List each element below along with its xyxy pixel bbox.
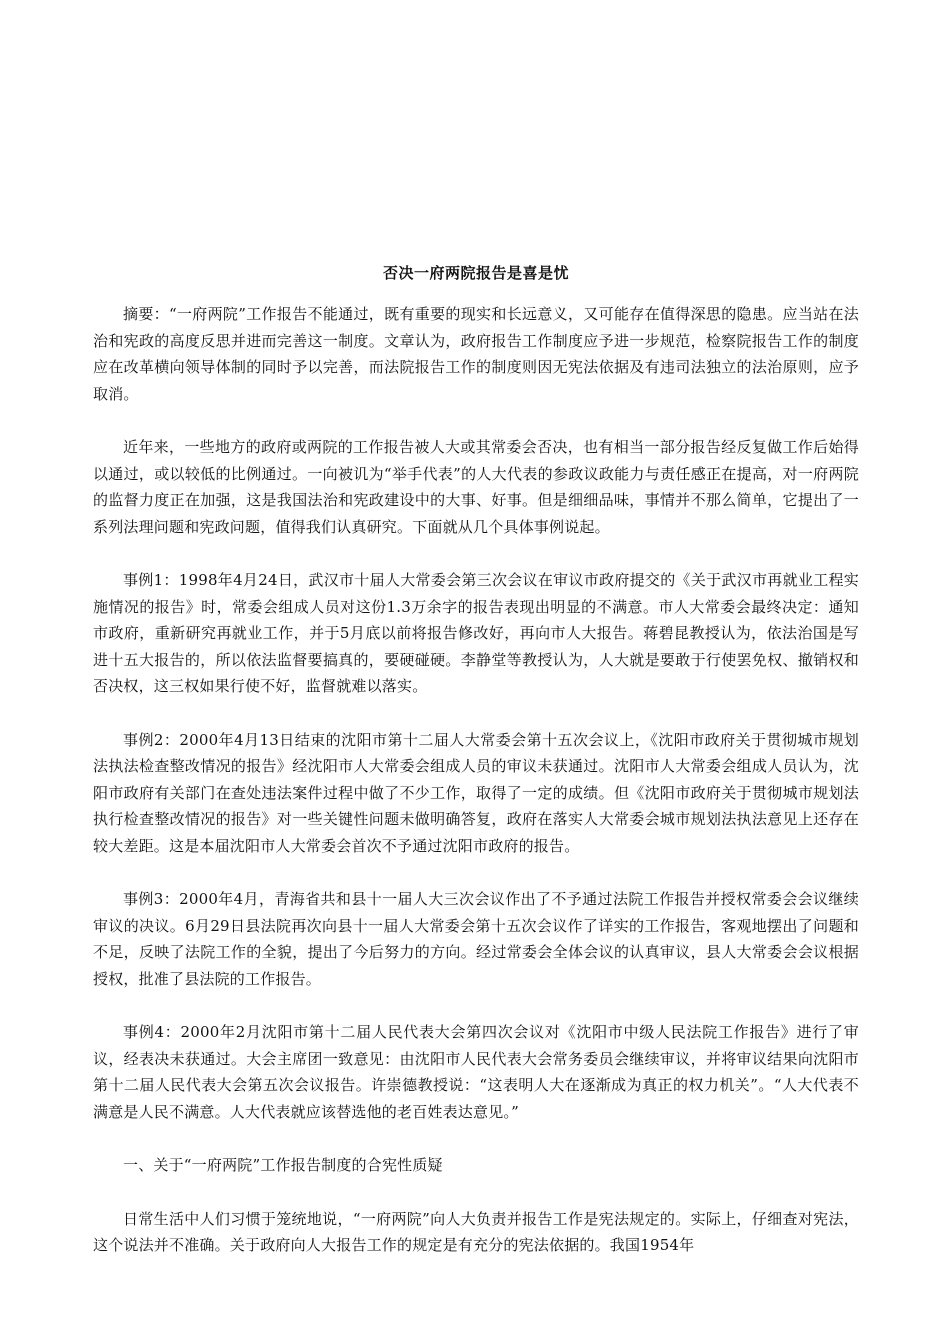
section-1-heading: 一、关于“一府两院”工作报告制度的合宪性质疑 xyxy=(123,1156,443,1174)
case-3-paragraph: 事例3：2000年4月，青海省共和县十一届人大三次会议作出了不予通过法院工作报告并授权常委会会议继续审议的决议。6月29日县法院再次向县十一届人大常委会第十五次会议作了详实的工作报告，客观地摆出了问题和不足，反映了法院工作的全貌，提出了今后努力的方向。经过常委会全体会议的认真审议，县人大常委会会议根据授权，批准了县法院的工作报告。 xyxy=(93,890,859,988)
document-page xyxy=(93,262,859,1286)
case-4-paragraph: 事例4：2000年2月沈阳市第十二届人民代表大会第四次会议对《沈阳市中级人民法院工作报告》进行了审议，经表决未获通过。大会主席团一致意见：由沈阳市人民代表大会常务委员会继续审议，并将审议结果向沈阳市第十二届人民代表大会第五次会议报告。许崇德教授说：“这表明人大在逐渐成为真正的权力机关”。“人大代表不满意是人民不满意。人大代表就应该替选他的老百姓表达意见。” xyxy=(93,1023,859,1121)
document-title: 否决一府两院报告是喜是忧 xyxy=(382,264,569,282)
case-2-paragraph: 事例2：2000年4月13日结束的沈阳市第十二届人大常委会第十五次会议上，《沈阳市政府关于贯彻城市规划法执法检查整改情况的报告》经沈阳市人大常委会组成人员的审议未获通过。沈阳市人大常委会组成人员认为，沈阳市政府有关部门在查处违法案件过程中做了不少工作，取得了一定的成绩。但《沈阳市政府关于贯彻城市规划法执行检查整改情况的报告》对一些关键性问题未做明确答复，政府在落实人大常委会城市规划法执法意见上还存在较大差距。这是本届沈阳市人大常委会首次不予通过沈阳市政府的报告。 xyxy=(93,730,859,855)
case-1-paragraph: 事例1：1998年4月24日，武汉市十届人大常委会第三次会议在审议市政府提交的《关于武汉市再就业工程实施情况的报告》时，常委会组成人员对这份1.3万余字的报告表现出明显的不满意。市人大常委会最终决定：通知市政府，重新研究再就业工作，并于5月底以前将报告修改好，再向市人大报告。蒋碧昆教授认为，依法治国是写进十五大报告的，所以依法监督要搞真的，要硬碰硬。李静堂等教授认为，人大就是要敢于行使罢免权、撤销权和否决权，这三权如果行使不好，监督就难以落实。 xyxy=(93,571,859,695)
abstract-paragraph: 摘要：“一府两院”工作报告不能通过，既有重要的现实和长远意义，又可能存在值得深思的隐患。应当站在法治和宪政的高度反思并进而完善这一制度。文章认为，政府报告工作制度应予进一步规范，检察院报告工作的制度应在改革横向领导体制的同时予以完善，而法院报告工作的制度则因无宪法依据及有违司法独立的法治原则，应予取消。 xyxy=(93,305,859,403)
section-1-paragraph: 日常生活中人们习惯于笼统地说，“一府两院”向人大负责并报告工作是宪法规定的。实际上，仔细查对宪法，这个说法并不准确。关于政府向人大报告工作的规定是有充分的宪法依据的。我国1954年 xyxy=(93,1209,859,1254)
intro-paragraph: 近年来，一些地方的政府或两院的工作报告被人大或其常委会否决，也有相当一部分报告经反复做工作后始得以通过，或以较低的比例通过。一向被讥为“举手代表”的人大代表的参政议政能力与责任感正在提高，对一府两院的监督力度正在加强，这是我国法治和宪政建设中的大事、好事。但是细细品味，事情并不那么简单，它提出了一系列法理问题和宪政问题，值得我们认真研究。下面就从几个具体事例说起。 xyxy=(93,438,859,536)
